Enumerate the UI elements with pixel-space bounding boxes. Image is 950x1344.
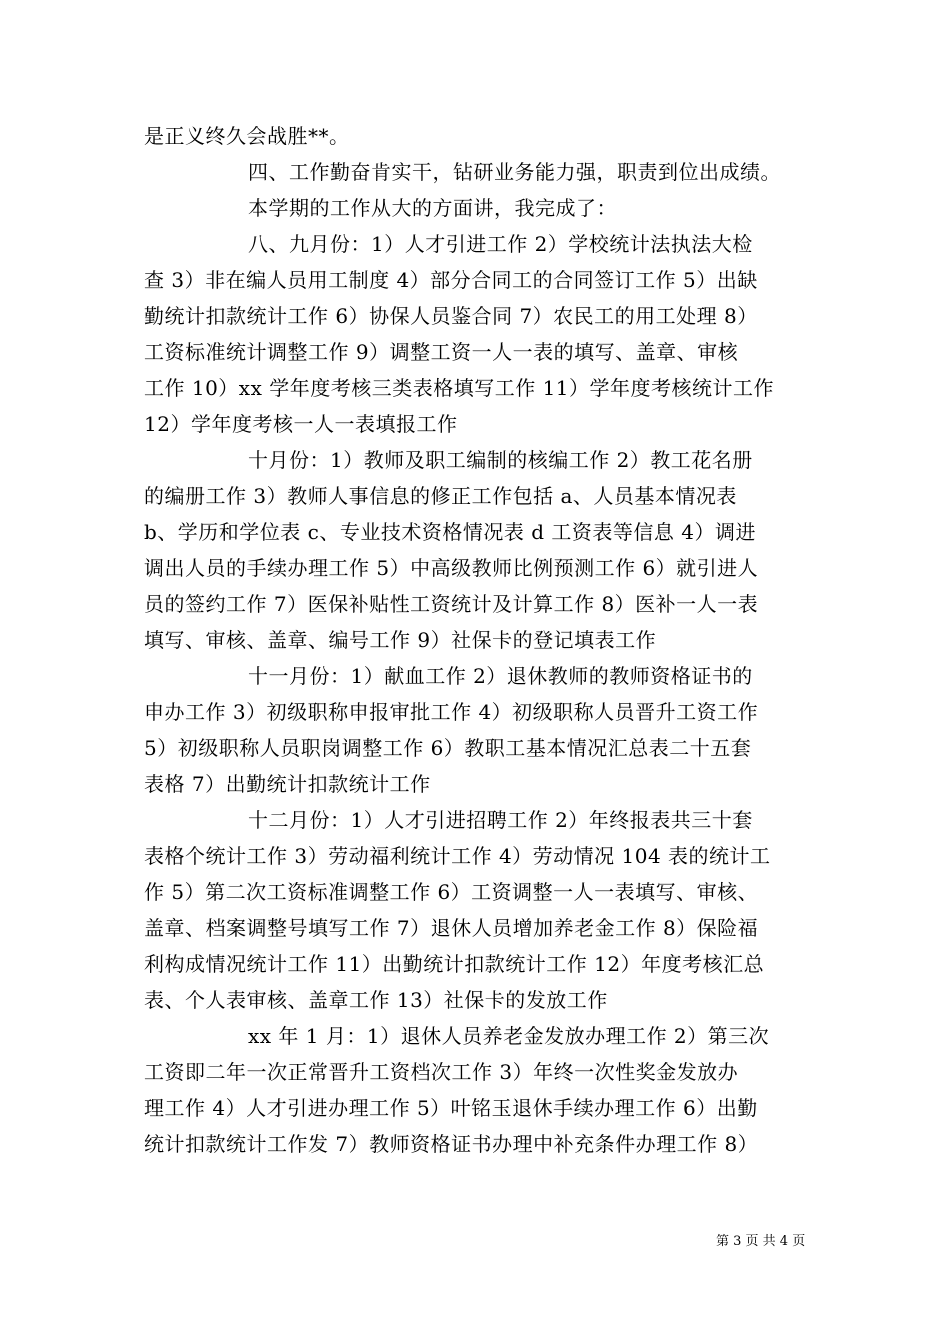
text-line: 5）初级职称人员职岗调整工作 6）教职工基本情况汇总表二十五套 — [144, 736, 752, 760]
text-line: 表、个人表审核、盖章工作 13）社保卡的发放工作 — [144, 988, 608, 1012]
text-line: 十一月份：1）献血工作 2）退休教师的教师资格证书的 — [248, 664, 753, 688]
text-line: 工作 10）xx 学年度考核三类表格填写工作 11）学年度考核统计工作 — [144, 376, 775, 400]
text-line: 表格个统计工作 3）劳动福利统计工作 4）劳动情况 104 表的统计工 — [144, 844, 771, 868]
text-line: 工资标准统计调整工作 9）调整工资一人一表的填写、盖章、审核 — [144, 340, 739, 364]
text-line: 统计扣款统计工作发 7）教师资格证书办理中补充条件办理工作 8） — [144, 1132, 759, 1156]
text-line: 申办工作 3）初级职称申报审批工作 4）初级职称人员晋升工资工作 — [144, 700, 759, 724]
text-line: 本学期的工作从大的方面讲，我完成了： — [248, 196, 617, 220]
text-line: 盖章、档案调整号填写工作 7）退休人员增加养老金工作 8）保险福 — [144, 916, 759, 940]
text-line: 填写、审核、盖章、编号工作 9）社保卡的登记填表工作 — [144, 628, 657, 652]
text-line: 12）学年度考核一人一表填报工作 — [144, 412, 458, 436]
text-line: 表格 7）出勤统计扣款统计工作 — [144, 772, 431, 796]
text-line: 查 3）非在编人员用工制度 4）部分合同工的合同签订工作 5）出缺 — [144, 268, 758, 292]
text-line: xx 年 1 月：1）退休人员养老金发放办理工作 2）第三次 — [248, 1024, 770, 1048]
text-line: 四、工作勤奋肯实干，钻研业务能力强，职责到位出成绩。 — [248, 160, 781, 184]
text-line: 理工作 4）人才引进办理工作 5）叶铭玉退休手续办理工作 6）出勤 — [144, 1096, 758, 1120]
text-line: 工资即二年一次正常晋升工资档次工作 3）年终一次性奖金发放办 — [144, 1060, 739, 1084]
text-line: 是正义终久会战胜**。 — [144, 124, 350, 148]
text-line: 勤统计扣款统计工作 6）协保人员鉴合同 7）农民工的用工处理 8） — [144, 304, 758, 328]
text-line: 调出人员的手续办理工作 5）中高级教师比例预测工作 6）就引进人 — [144, 556, 759, 580]
text-line: b、学历和学位表 c、专业技术资格情况表 d 工资表等信息 4）调进 — [144, 520, 756, 544]
text-line: 作 5）第二次工资标准调整工作 6）工资调整一人一表填写、审核、 — [144, 880, 759, 904]
text-line: 十二月份：1）人才引进招聘工作 2）年终报表共三十套 — [248, 808, 753, 832]
text-line: 利构成情况统计工作 11）出勤统计扣款统计工作 12）年度考核汇总 — [144, 952, 765, 976]
page-number-footer: 第 3 页 共 4 页 — [716, 1234, 806, 1249]
text-line: 八、九月份：1）人才引进工作 2）学校统计法执法大检 — [248, 232, 753, 256]
text-line: 十月份：1）教师及职工编制的核编工作 2）教工花名册 — [248, 448, 753, 472]
text-line: 员的签约工作 7）医保补贴性工资统计及计算工作 8）医补一人一表 — [144, 592, 759, 616]
text-line: 的编册工作 3）教师人事信息的修正工作包括 a、人员基本情况表 — [144, 484, 737, 508]
